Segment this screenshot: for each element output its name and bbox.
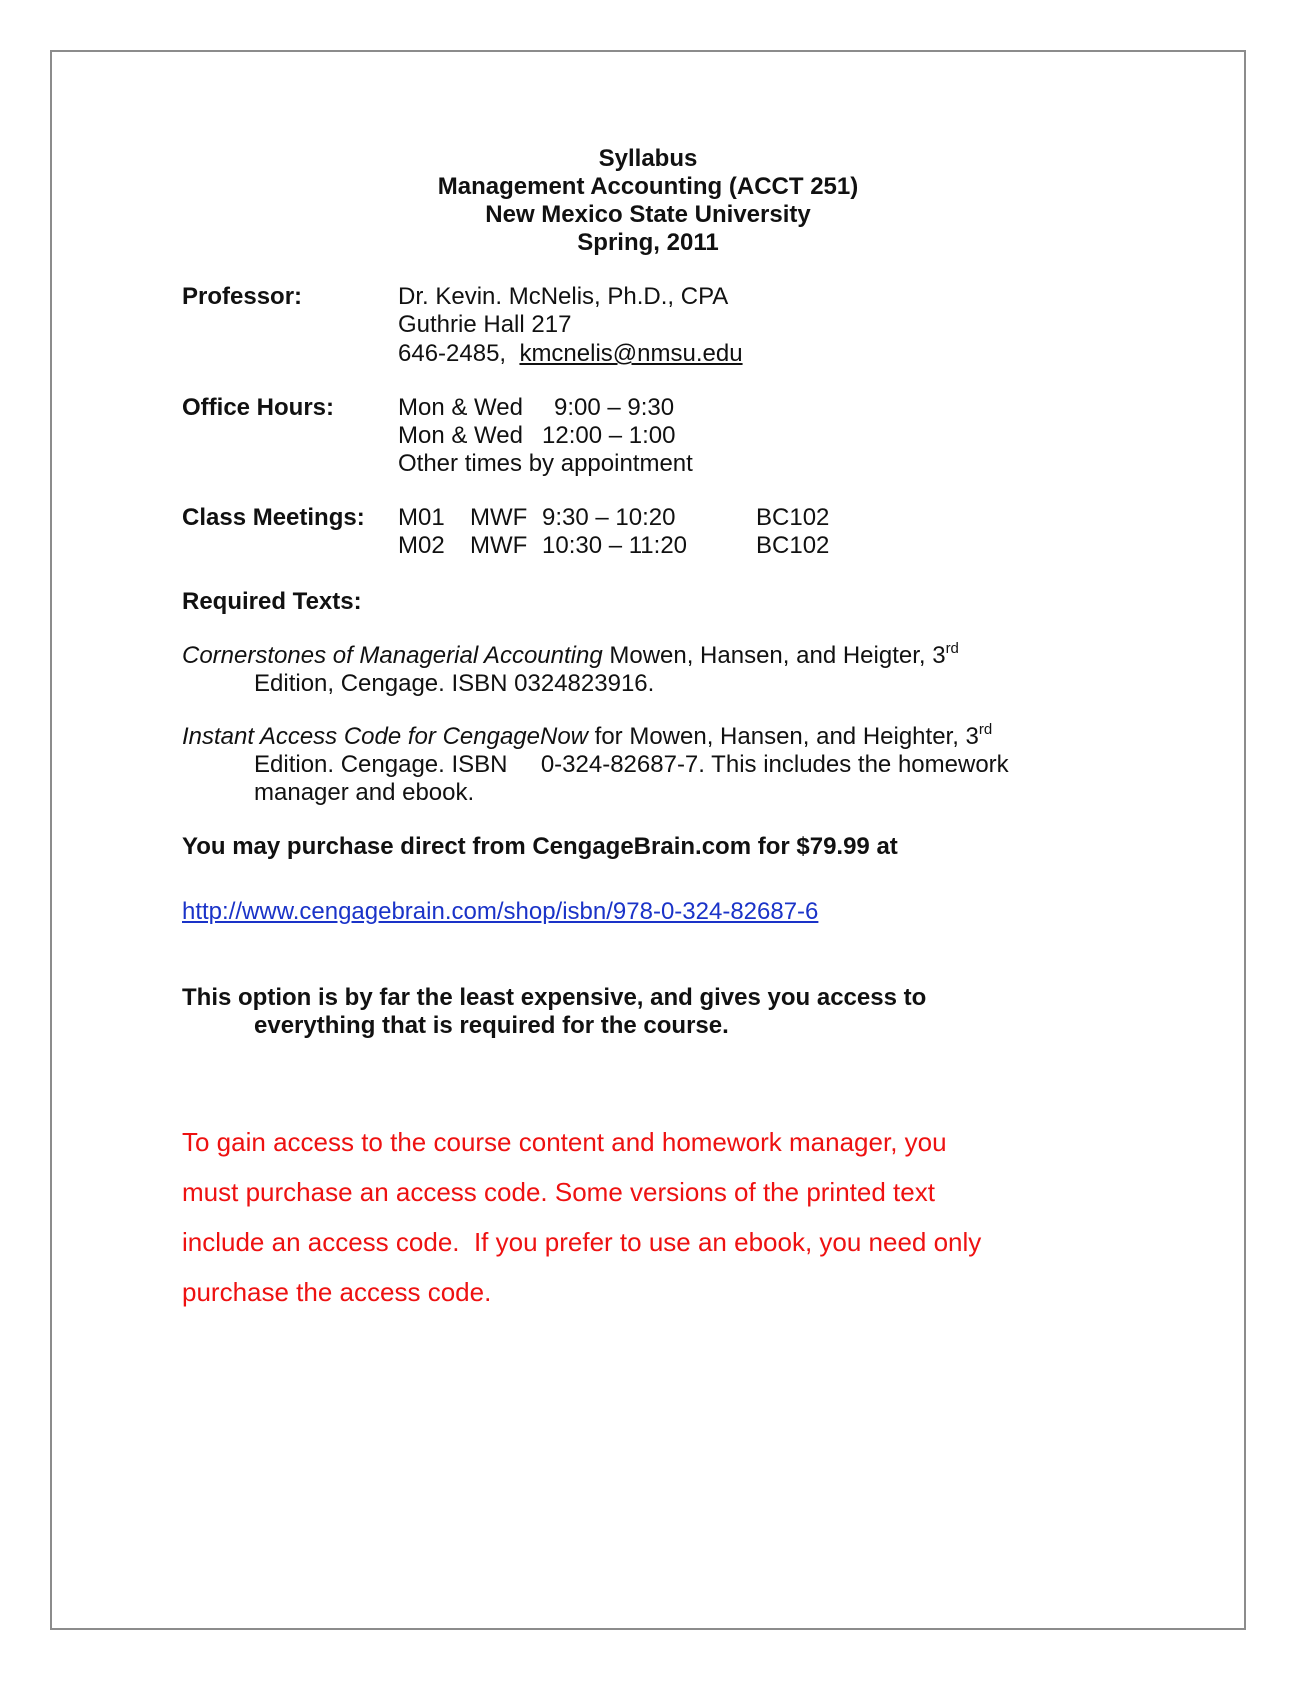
office-hours-row-days: Mon & Wed — [398, 394, 523, 421]
professor-email-link[interactable]: kmcnelis@nmsu.edu — [519, 340, 743, 367]
meeting-section: M02 — [398, 532, 445, 559]
professor-office: Guthrie Hall 217 — [398, 311, 572, 338]
meeting-room: BC102 — [756, 532, 830, 559]
course-title: Management Accounting (ACCT 251) — [437, 173, 859, 200]
meeting-days: MWF — [470, 532, 528, 559]
meeting-section: M01 — [398, 504, 445, 531]
semester: Spring, 2011 — [577, 229, 719, 256]
notice-line4: purchase the access code. — [182, 1277, 492, 1307]
notice-line3: include an access code. If you prefer to use an ebook, you need only — [182, 1227, 982, 1257]
professor-phone: 646-2485, — [398, 340, 507, 367]
office-hours-row-time: 12:00 – 1:00 — [542, 422, 676, 449]
notice-line1: To gain access to the course content and homework manager, you — [182, 1127, 947, 1157]
class-meetings-label: Class Meetings: — [182, 504, 365, 531]
meeting-time: 10:30 – 11:20 — [542, 532, 688, 559]
book2-line1 — [182, 722, 992, 752]
office-hours-other: Other times by appointment — [398, 450, 693, 477]
office-hours-row-time: 9:00 – 9:30 — [554, 394, 675, 421]
book1-edition-sup: rd — [945, 640, 959, 657]
book1-authors: Mowen, Hansen, and Heigter, 3 — [602, 642, 946, 669]
book2-edition-sup: rd — [978, 721, 993, 738]
book1-line2: Edition, Cengage. ISBN 0324823916. — [254, 670, 655, 697]
meeting-time: 9:30 – 10:20 — [542, 504, 676, 531]
option-line1: This option is by far the least expensive, and gives you access to — [182, 984, 927, 1011]
office-hours-label: Office Hours: — [182, 394, 335, 421]
book1-title: Cornerstones of Managerial Accounting — [182, 642, 603, 669]
meeting-room: BC102 — [756, 504, 830, 531]
book2-authors: for Mowen, Hansen, and Heighter, 3 — [588, 723, 979, 750]
title-syllabus: Syllabus — [598, 145, 698, 172]
book2-title: Instant Access Code for CengageNow — [182, 723, 588, 750]
purchase-text: You may purchase direct from CengageBrain.com for $79.99 at — [182, 833, 898, 860]
professor-label: Professor: — [182, 283, 303, 310]
syllabus-page — [50, 50, 1246, 1630]
professor-contact — [398, 339, 743, 369]
office-hours-row-days: Mon & Wed — [398, 422, 523, 449]
required-texts-label: Required Texts: — [182, 588, 362, 615]
option-line2: everything that is required for the course. — [254, 1012, 729, 1039]
university-name: New Mexico State University — [485, 201, 811, 228]
meeting-days: MWF — [470, 504, 528, 531]
professor-name: Dr. Kevin. McNelis, Ph.D., CPA — [398, 283, 729, 310]
book1-line1 — [182, 641, 959, 671]
book2-line2: Edition. Cengage. ISBN 0-324-82687-7. This includes the homework — [254, 751, 1009, 778]
notice-line2: must purchase an access code. Some versions of the printed text — [182, 1177, 935, 1207]
cengage-link[interactable]: http://www.cengagebrain.com/shop/isbn/978-0-324-82687-6 — [182, 898, 819, 925]
book2-line3: manager and ebook. — [254, 779, 475, 806]
